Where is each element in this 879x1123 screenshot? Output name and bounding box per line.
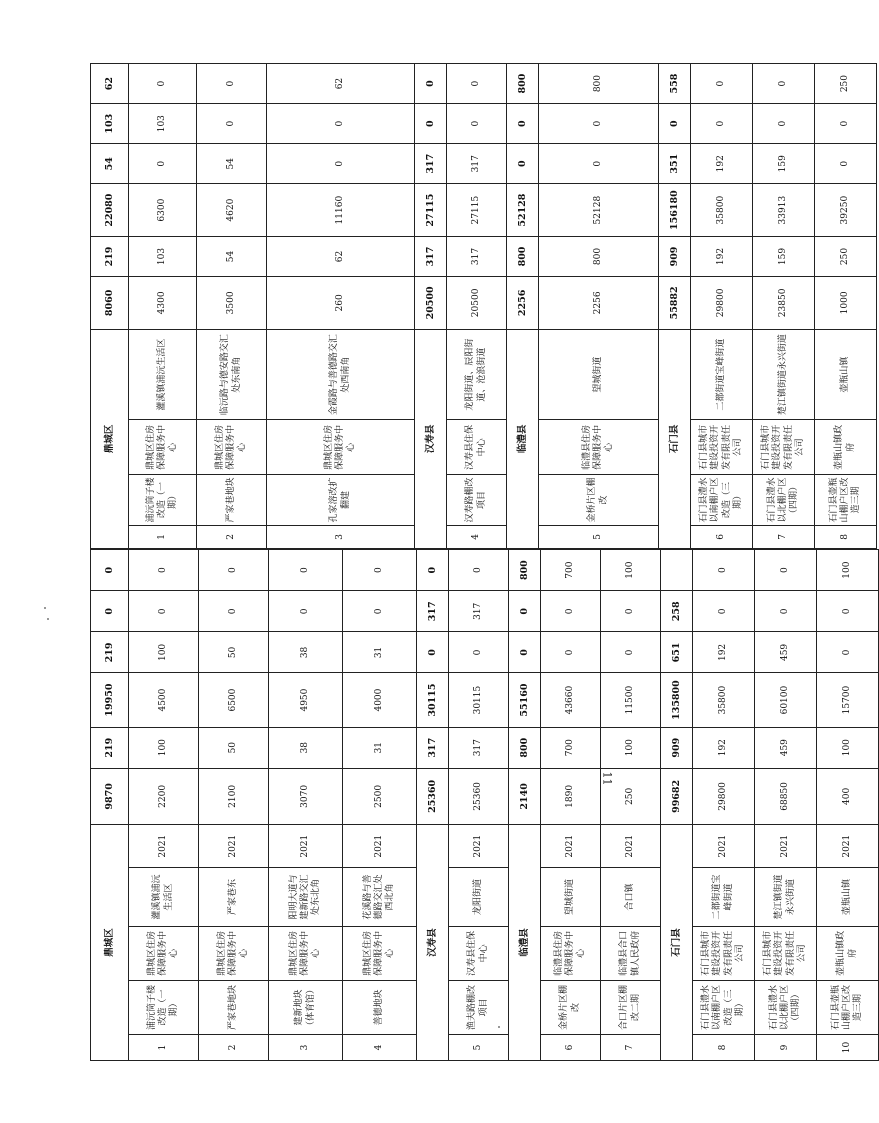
value-cell: 192 <box>691 236 753 276</box>
county-row <box>659 64 691 549</box>
total-cell: 25360 <box>417 768 449 824</box>
value-cell: 0 <box>693 591 755 632</box>
row-number: 7 <box>753 525 815 548</box>
value-cell: 54 <box>197 236 267 276</box>
value-cell: 0 <box>447 104 507 144</box>
total-cell: 351 <box>659 144 691 184</box>
value-cell: 100 <box>601 550 661 591</box>
value-cell: 38 <box>269 632 343 673</box>
total-cell: 30115 <box>417 673 449 727</box>
value-cell: 62 <box>267 236 415 276</box>
value-cell: 0 <box>129 64 197 104</box>
county-label: 汉寿县 <box>417 825 449 1061</box>
address: 楚江镇街道永兴街道 <box>753 329 815 420</box>
total-cell: 20500 <box>415 277 447 330</box>
project-name: 石门县壶瓶山棚户区改造三期 <box>815 475 877 526</box>
row-number: 8 <box>815 525 877 548</box>
unit-name: 临澧县住房保障服务中心 <box>539 420 659 475</box>
total-cell: 800 <box>509 727 541 768</box>
project-name: 建新地块（体育馆） <box>269 980 343 1034</box>
row-number: 1 <box>129 525 197 548</box>
value-cell: 0 <box>815 144 877 184</box>
table-row <box>269 550 343 1061</box>
unit-name: 鼎城区住房保障服务中心 <box>343 926 417 980</box>
project-name: 石门县澧水以南棚户区改造（三期） <box>691 475 753 526</box>
value-cell: 0 <box>267 144 415 184</box>
project-name: 渔夫路棚改项目 <box>449 980 509 1034</box>
table-row <box>199 550 269 1061</box>
row-number: 6 <box>541 1035 601 1061</box>
value-cell: 6500 <box>199 673 269 727</box>
value-cell: 0 <box>343 591 417 632</box>
row-number: 4 <box>343 1035 417 1061</box>
value-cell: 62 <box>267 64 415 104</box>
district-row <box>91 550 129 1061</box>
value-cell: 6300 <box>129 184 197 237</box>
value-cell: 0 <box>449 550 509 591</box>
project-name: 金桥片区棚改 <box>541 980 601 1034</box>
value-cell: 250 <box>815 64 877 104</box>
value-cell: 0 <box>267 104 415 144</box>
table-row <box>541 550 601 1061</box>
value-cell: 100 <box>817 727 879 768</box>
year: 2021 <box>449 825 509 868</box>
address: 龙阳街道、辰阳街道、沧浪街道 <box>447 329 507 420</box>
year: 2021 <box>693 825 755 868</box>
total-cell: 55160 <box>509 673 541 727</box>
project-name: 石门县壶瓶山棚户区改造三期 <box>817 980 879 1034</box>
row-number: 2 <box>199 1035 269 1061</box>
value-cell: 2256 <box>539 277 659 330</box>
value-cell: 0 <box>129 550 199 591</box>
address: 龙阳街道 <box>449 868 509 926</box>
value-cell: 29800 <box>691 277 753 330</box>
housing-table-part-2 <box>90 63 877 549</box>
value-cell: 0 <box>755 591 817 632</box>
total-cell: 0 <box>415 104 447 144</box>
value-cell: 800 <box>539 64 659 104</box>
value-cell: 400 <box>817 768 879 824</box>
value-cell: 4000 <box>343 673 417 727</box>
unit-name: 鼎城区住房保障服务中心 <box>269 926 343 980</box>
address: 花溪路与善德路交汇处西北角 <box>343 868 417 926</box>
table-row <box>691 64 753 549</box>
total-cell: 99682 <box>661 768 693 824</box>
total-cell: 52128 <box>507 184 539 237</box>
year: 2021 <box>269 825 343 868</box>
table-row <box>693 550 755 1061</box>
project-name: 金桥片区棚改 <box>539 475 659 526</box>
unit-name: 石门县城市建设投资开发有限责任公司 <box>755 926 817 980</box>
total-cell: 800 <box>507 236 539 276</box>
total-cell: 0 <box>417 632 449 673</box>
value-cell: 0 <box>601 591 661 632</box>
value-cell: 0 <box>269 591 343 632</box>
total-cell: 8060 <box>91 277 129 330</box>
value-cell: 0 <box>815 104 877 144</box>
table-row <box>197 64 267 549</box>
total-cell: 0 <box>91 550 129 591</box>
unit-name: 石门县城市建设投资开发有限责任公司 <box>691 420 753 475</box>
value-cell: 68850 <box>755 768 817 824</box>
total-cell: 9870 <box>91 768 129 824</box>
district-label: 鼎城区 <box>91 825 129 1061</box>
unit-name: 鼎城区住房保障服务中心 <box>197 420 267 475</box>
county-label: 石门县 <box>659 329 691 548</box>
unit-name: 临澧县住房保障服务中心 <box>541 926 601 980</box>
value-cell: 29800 <box>693 768 755 824</box>
total-cell: 800 <box>509 550 541 591</box>
value-cell: 15700 <box>817 673 879 727</box>
value-cell: 159 <box>753 236 815 276</box>
total-cell: 0 <box>415 64 447 104</box>
project-name: 合口片区棚改二期 <box>601 980 661 1034</box>
value-cell: 27115 <box>447 184 507 237</box>
value-cell: 0 <box>755 550 817 591</box>
value-cell: 192 <box>693 727 755 768</box>
total-cell: 0 <box>659 104 691 144</box>
unit-name: 壶瓶山镇政府 <box>815 420 877 475</box>
value-cell: 39250 <box>815 184 877 237</box>
total-cell: 55882 <box>659 277 691 330</box>
value-cell: 0 <box>447 64 507 104</box>
address: 阳明大道与建新路交汇处东北角 <box>269 868 343 926</box>
year: 2021 <box>199 825 269 868</box>
value-cell: 3500 <box>197 277 267 330</box>
county-label: 汉寿县 <box>415 329 447 548</box>
value-cell: 0 <box>449 632 509 673</box>
value-cell: 31 <box>343 632 417 673</box>
table-row <box>129 64 197 549</box>
address: 楚江镇街道永兴街道 <box>755 868 817 926</box>
year: 2021 <box>541 825 601 868</box>
value-cell: 317 <box>449 591 509 632</box>
value-cell: 260 <box>267 277 415 330</box>
district-row <box>91 64 129 549</box>
unit-name: 汉寿县住保中心 <box>447 420 507 475</box>
value-cell: 0 <box>817 632 879 673</box>
value-cell: 0 <box>129 144 197 184</box>
address: 望城街道 <box>541 868 601 926</box>
total-cell: 0 <box>507 104 539 144</box>
unit-name: 鼎城区住房保障服务中心 <box>267 420 415 475</box>
value-cell: 459 <box>755 727 817 768</box>
value-cell: 0 <box>539 104 659 144</box>
value-cell: 0 <box>691 64 753 104</box>
value-cell: 317 <box>449 727 509 768</box>
scan-speck <box>498 1026 500 1028</box>
value-cell: 100 <box>129 632 199 673</box>
address: 二都街道宝峰街道 <box>691 329 753 420</box>
total-cell: 558 <box>659 64 691 104</box>
project-name: 孔家溶改扩翻建 <box>267 475 415 526</box>
value-cell: 3070 <box>269 768 343 824</box>
value-cell: 0 <box>269 550 343 591</box>
total-cell: 135800 <box>661 673 693 727</box>
total-cell: 219 <box>91 727 129 768</box>
project-name: 石门县澧水以北棚户区（四期） <box>753 475 815 526</box>
value-cell: 31 <box>343 727 417 768</box>
table-row <box>539 64 659 549</box>
value-cell: 1890 <box>541 768 601 824</box>
value-cell: 0 <box>693 550 755 591</box>
total-cell: 317 <box>417 727 449 768</box>
value-cell: 38 <box>269 727 343 768</box>
value-cell: 11160 <box>267 184 415 237</box>
value-cell: 50 <box>199 632 269 673</box>
total-cell: 317 <box>417 591 449 632</box>
address: 壶瓶山镇 <box>815 329 877 420</box>
value-cell: 700 <box>541 727 601 768</box>
address: 望城街道 <box>539 329 659 420</box>
unit-name: 石门县城市建设投资开发有限责任公司 <box>693 926 755 980</box>
value-cell: 4300 <box>129 277 197 330</box>
value-cell: 0 <box>199 591 269 632</box>
row-number: 10 <box>817 1035 879 1061</box>
value-cell: 35800 <box>691 184 753 237</box>
address: 金霞路与善德路交汇处西南角 <box>267 329 415 420</box>
row-number: 8 <box>693 1035 755 1061</box>
total-cell: 317 <box>415 144 447 184</box>
county-label: 临澧县 <box>507 329 539 548</box>
value-cell: 459 <box>755 632 817 673</box>
total-cell: 27115 <box>415 184 447 237</box>
table-row <box>753 64 815 549</box>
value-cell: 250 <box>815 236 877 276</box>
housing-table-part-1 <box>90 549 879 1061</box>
value-cell: 0 <box>753 104 815 144</box>
value-cell: 2200 <box>129 768 199 824</box>
table-row <box>601 550 661 1061</box>
address: 临沅路与德安路交汇处东南角 <box>197 329 267 420</box>
table-row <box>129 550 199 1061</box>
total-cell <box>661 550 693 591</box>
table-row <box>755 550 817 1061</box>
total-cell: 156180 <box>659 184 691 237</box>
total-cell: 317 <box>415 236 447 276</box>
row-number: 5 <box>449 1035 509 1061</box>
total-cell: 219 <box>91 632 129 673</box>
total-cell: 0 <box>91 591 129 632</box>
unit-name: 壶瓶山镇政府 <box>817 926 879 980</box>
total-cell: 909 <box>659 236 691 276</box>
value-cell: 54 <box>197 144 267 184</box>
total-cell: 258 <box>661 591 693 632</box>
county-row <box>509 550 541 1061</box>
project-name: 严家巷地块 <box>197 475 267 526</box>
value-cell: 317 <box>447 144 507 184</box>
table-row <box>343 550 417 1061</box>
value-cell: 0 <box>753 64 815 104</box>
county-label: 石门县 <box>661 825 693 1061</box>
county-row <box>417 550 449 1061</box>
total-cell: 0 <box>507 144 539 184</box>
total-cell: 0 <box>509 591 541 632</box>
value-cell: 0 <box>539 144 659 184</box>
project-name: 严家巷地块 <box>199 980 269 1034</box>
total-cell: 0 <box>509 632 541 673</box>
project-name: 石门县澧水以南棚户区改造（三期） <box>693 980 755 1034</box>
address: 灌溪镇浦沅生活区 <box>129 329 197 420</box>
year: 2021 <box>343 825 417 868</box>
project-name: 汉寿路棚改项目 <box>447 475 507 526</box>
page-number: 11 <box>600 771 614 786</box>
value-cell: 0 <box>601 632 661 673</box>
address: 严家巷东 <box>199 868 269 926</box>
total-cell: 2256 <box>507 277 539 330</box>
value-cell: 0 <box>817 591 879 632</box>
total-cell: 909 <box>661 727 693 768</box>
value-cell: 0 <box>199 550 269 591</box>
value-cell: 0 <box>197 104 267 144</box>
table-row <box>267 64 415 549</box>
scan-speck <box>44 607 46 609</box>
unit-name: 汉寿县住保中心 <box>449 926 509 980</box>
table-row <box>449 550 509 1061</box>
value-cell: 50 <box>199 727 269 768</box>
value-cell: 317 <box>447 236 507 276</box>
row-number: 7 <box>601 1035 661 1061</box>
total-cell: 800 <box>507 64 539 104</box>
value-cell: 0 <box>541 632 601 673</box>
value-cell: 100 <box>129 727 199 768</box>
value-cell: 0 <box>691 104 753 144</box>
row-number: 3 <box>267 525 415 548</box>
row-number: 3 <box>269 1035 343 1061</box>
scan-speck <box>47 618 49 620</box>
project-name: 浦沅筒子楼改造（一期） <box>129 475 197 526</box>
value-cell: 4620 <box>197 184 267 237</box>
total-cell: 219 <box>91 236 129 276</box>
row-number: 5 <box>539 525 659 548</box>
value-cell: 103 <box>129 236 197 276</box>
county-row <box>507 64 539 549</box>
value-cell: 700 <box>541 550 601 591</box>
value-cell: 103 <box>129 104 197 144</box>
total-cell: 0 <box>417 550 449 591</box>
address: 二都街道宝峰街道 <box>693 868 755 926</box>
table-row <box>815 64 877 549</box>
total-cell: 2140 <box>509 768 541 824</box>
row-number: 6 <box>691 525 753 548</box>
district-label: 鼎城区 <box>91 329 129 548</box>
value-cell: 100 <box>817 550 879 591</box>
value-cell: 33913 <box>753 184 815 237</box>
value-cell: 11500 <box>601 673 661 727</box>
total-cell: 19950 <box>91 673 129 727</box>
value-cell: 35800 <box>693 673 755 727</box>
value-cell: 2500 <box>343 768 417 824</box>
total-cell: 22080 <box>91 184 129 237</box>
value-cell: 43660 <box>541 673 601 727</box>
project-name: 石门县澧水以北棚户区（四期） <box>755 980 817 1034</box>
total-cell: 651 <box>661 632 693 673</box>
value-cell: 60100 <box>755 673 817 727</box>
value-cell: 0 <box>197 64 267 104</box>
value-cell: 192 <box>691 144 753 184</box>
project-name: 浦沅筒子楼改造（一期） <box>129 980 199 1034</box>
address: 合口镇 <box>601 868 661 926</box>
table-row <box>817 550 879 1061</box>
value-cell: 800 <box>539 236 659 276</box>
value-cell: 52128 <box>539 184 659 237</box>
total-cell: 54 <box>91 144 129 184</box>
county-label: 临澧县 <box>509 825 541 1061</box>
value-cell: 159 <box>753 144 815 184</box>
value-cell: 0 <box>343 550 417 591</box>
value-cell: 4500 <box>129 673 199 727</box>
county-row <box>661 550 693 1061</box>
row-number: 9 <box>755 1035 817 1061</box>
county-row <box>415 64 447 549</box>
value-cell: 25360 <box>449 768 509 824</box>
value-cell: 1000 <box>815 277 877 330</box>
unit-name: 鼎城区住房保障服务中心 <box>129 420 197 475</box>
unit-name: 鼎城区住房保障服务中心 <box>199 926 269 980</box>
table-row <box>447 64 507 549</box>
value-cell: 23850 <box>753 277 815 330</box>
total-cell: 103 <box>91 104 129 144</box>
project-name: 善德地块 <box>343 980 417 1034</box>
year: 2021 <box>601 825 661 868</box>
year: 2021 <box>817 825 879 868</box>
value-cell: 2100 <box>199 768 269 824</box>
address: 灌溪镇浦沅生活区 <box>129 868 199 926</box>
address: 壶瓶山镇 <box>817 868 879 926</box>
value-cell: 0 <box>129 591 199 632</box>
year: 2021 <box>755 825 817 868</box>
unit-name: 石门县城市建设投资开发有限责任公司 <box>753 420 815 475</box>
value-cell: 192 <box>693 632 755 673</box>
value-cell: 100 <box>601 727 661 768</box>
total-cell: 62 <box>91 64 129 104</box>
row-number: 2 <box>197 525 267 548</box>
year: 2021 <box>129 825 199 868</box>
value-cell: 30115 <box>449 673 509 727</box>
value-cell: 0 <box>541 591 601 632</box>
value-cell: 250 <box>601 768 661 824</box>
row-number: 1 <box>129 1035 199 1061</box>
row-number: 4 <box>447 525 507 548</box>
value-cell: 20500 <box>447 277 507 330</box>
unit-name: 鼎城区住房保障服务中心 <box>129 926 199 980</box>
unit-name: 临澧县合口镇人民政府 <box>601 926 661 980</box>
value-cell: 4950 <box>269 673 343 727</box>
